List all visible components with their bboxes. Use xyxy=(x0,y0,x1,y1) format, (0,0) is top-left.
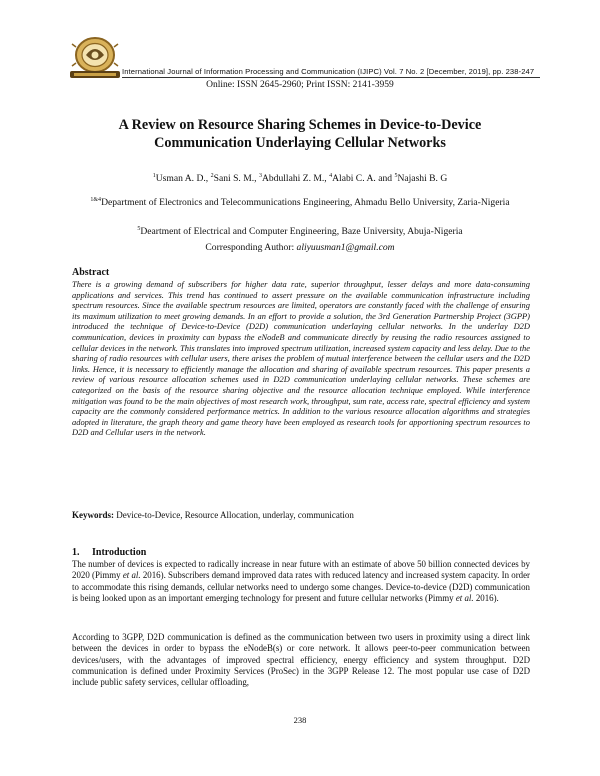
keywords xyxy=(72,510,530,520)
affiliation-1-sup: 1&4 xyxy=(90,197,102,203)
corresponding-email: aliyuusman1@gmail.com xyxy=(296,242,395,253)
affiliation-1-text: Department of Electronics and Telecommunications Engineering, Ahmadu Bello University, Zaria-Nigeria xyxy=(101,197,510,208)
affiliation-2 xyxy=(72,223,528,238)
author-1: Usman A. D., xyxy=(155,173,211,184)
journal-logo-icon xyxy=(66,33,124,81)
p1-etal-1: et al. xyxy=(122,570,141,581)
keywords-label: Keywords: xyxy=(72,510,114,520)
title-line-1: A Review on Resource Sharing Schemes in Device-to-Device xyxy=(118,117,482,133)
corresponding-author xyxy=(0,242,600,253)
section-number: 1. xyxy=(72,547,80,558)
issn-line: Online: ISSN 2645-2960; Print ISSN: 2141-3959 xyxy=(206,80,394,90)
p1-part-c: 2016). Subscribers demand improved data rates with reduced latency and increased system capacity. In order to accommodate this rising demands, cellular networks need to undergo some changes. Device-to-device (D2D) communication is being looked upon as an important emerging technology for present and future cellular networks (Pimmy xyxy=(72,570,531,603)
abstract-heading: Abstract xyxy=(72,267,110,278)
introduction-heading xyxy=(72,547,146,558)
intro-paragraph-1 xyxy=(72,559,530,604)
corresponding-label: Corresponding Author: xyxy=(205,242,297,253)
author-4-sup: 4 xyxy=(329,173,333,179)
abstract-text: There is a growing demand of subscribers for higher data rate, superior throughput, lesser delays and more data-consuming applications and services. This trend has continued to assert pressure on the available communication infrastructure including spectrum resources. Since the available spectrum resources are limited, operators are constantly faced with the challenge of ensuring its maximum utilization to meet growing demands. In an effort to provide a solution, the 3rd Generation Partnership Project (3GPP) introduced the technique of Device-to-Device (D2D) communication underlaying cellular networks. In the underlay D2D communication, devices in proximity can bypass the eNodeB and communicate directly by reusing the radio resources assigned to cellular devices in the network. This translates into improved spectrum utilization, increased system capacity and less delay. Due to the sharing of radio resources with cellular users, there arises the problem of mutual interference between the cellular users and the D2D links. Hence, it is necessary to efficiently manage the allocation and sharing of available spectrum resources. This paper presents a review of various resource allocation schemes used in D2D communication underlaying cellular networks. These schemes are categorized on the basis of the resource sharing objective and the resource allocation technique employed. While interference mitigation was found to be the main objectives of most research work, throughput, sum rate, access rate, spectral efficiency and system capacity are the commonly considered performance metrics. In addition to the various resource allocation algorithms and strategies adopted in literature, the graph theory and game theory have been employed as research tools for apportioning spectrum resources to D2D and Cellular users in the network. xyxy=(72,279,530,438)
section-title: Introduction xyxy=(92,547,147,558)
author-2: Sani S. M., xyxy=(213,173,259,184)
journal-header: International Journal of Information Processing and Communication (IJIPC) Vol. 7 No. 2 [December, 2019], pp. 238-247 xyxy=(122,67,535,76)
header-divider xyxy=(122,77,540,78)
keywords-text: Device-to-Device, Resource Allocation, underlay, communication xyxy=(114,510,354,520)
author-1-sup: 1 xyxy=(152,173,156,179)
affiliation-2-sup: 5 xyxy=(137,226,141,232)
author-3-sup: 3 xyxy=(258,173,262,179)
author-5-sup: 5 xyxy=(394,173,398,179)
author-3: Abdullahi Z. M., xyxy=(261,173,330,184)
intro-paragraph-2: According to 3GPP, D2D communication is defined as the communication between two users in proximity using a direct link between the devices in order to bypass the eNodeB(s) or core network. It allows peer-to-peer communication between devices/users, with the advantages of improved spectral efficiency, energy efficiency and system throughput. D2D communication is defined under Proximity Services (ProSec) in the 3GPP Release 12. The most popular use case of D2D include public safety services, cellular offloading, xyxy=(72,632,530,688)
p1-part-e: 2016). xyxy=(473,592,499,603)
title-line-2: Communication Underlaying Cellular Networks xyxy=(154,134,446,151)
paper-title xyxy=(60,117,540,152)
author-4: Alabi C. A. and xyxy=(332,173,395,184)
author-2-sup: 2 xyxy=(210,173,214,179)
p1-etal-2: et al. xyxy=(455,592,474,603)
author-list xyxy=(0,173,600,184)
affiliation-1 xyxy=(72,194,528,209)
page-number: 238 xyxy=(293,715,307,725)
affiliation-2-text: Deartment of Electrical and Computer Engineering, Baze University, Abuja-Nigeria xyxy=(140,226,463,237)
p1-part-a: The number of devices is expected to radically increase in near future with an estimate of above 50 billion connected devices by 2020 (Pimmy xyxy=(72,559,530,581)
author-5: Najashi B. G xyxy=(397,173,448,184)
